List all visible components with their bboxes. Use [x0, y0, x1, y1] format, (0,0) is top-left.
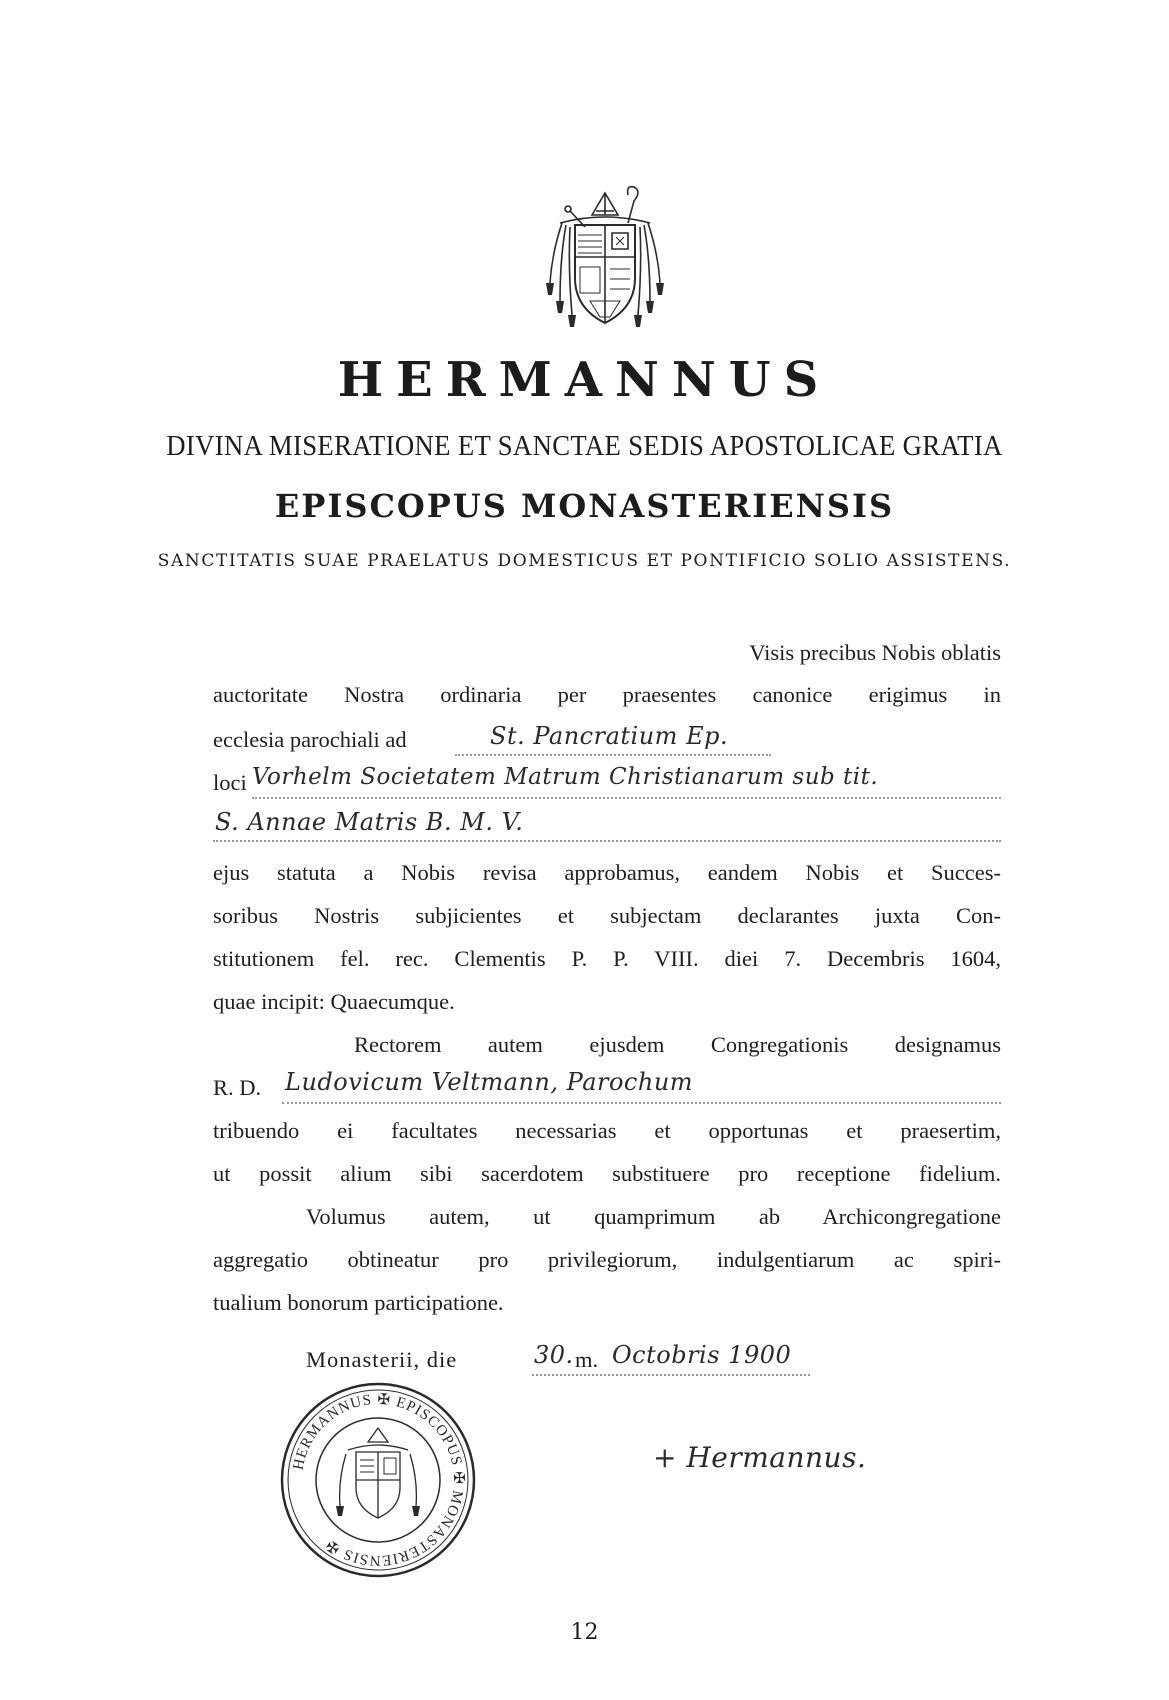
handwritten-date-day: 30.	[534, 1341, 574, 1369]
title-line-divina: DIVINA MISERATIONE ET SANCTAE SEDIS APOSTOLICAE GRATIA	[166, 430, 1003, 462]
body-line: tribuendo ei facultates necessarias et opportunas et praesertim,	[213, 1118, 1001, 1143]
svg-text:HERMANNUS ✠ EPISCOPUS ✠ MONAST: HERMANNUS ✠ EPISCOPUS ✠ MONASTERIENSIS ✠	[290, 1391, 467, 1569]
body-line: auctoritate Nostra ordinaria per praesentes canonice erigimus in	[213, 682, 1001, 707]
body-line-lead: loci	[213, 770, 247, 795]
body-line: quae incipit: Quaecumque.	[213, 989, 455, 1014]
body-line: ejus statuta a Nobis revisa approbamus, eandem Nobis et Succes-	[213, 860, 1001, 885]
body-line: aggregatio obtineatur pro privilegiorum, indulgentiarum ac spiri-	[213, 1247, 1001, 1272]
bishop-signature: + Hermannus.	[653, 1441, 867, 1474]
title-line-episcopus: EPISCOPUS MONASTERIENSIS	[274, 487, 895, 525]
coat-of-arms-crest	[530, 183, 680, 333]
body-line-lead: ecclesia parochiali ad	[213, 727, 407, 752]
date-lead: Monasterii, die	[306, 1347, 458, 1372]
handwritten-church-name: St. Pancratium Ep.	[490, 722, 729, 750]
body-line: Visis precibus Nobis oblatis	[749, 640, 1001, 665]
body-line: tualium bonorum participatione.	[213, 1290, 504, 1315]
body-line: stitutionem fel. rec. Clementis P. P. VIII. diei 7. Decembris 1604,	[213, 946, 1001, 971]
body-line: Volumus autem, ut quamprimum ab Archicongregatione	[306, 1204, 1001, 1229]
handwritten-rector-name: Ludovicum Veltmann, Parochum	[285, 1068, 694, 1096]
body-line: ut possit alium sibi sacerdotem substituere pro receptione fidelium.	[213, 1161, 1001, 1186]
title-line-sanctitatis: SANCTITATIS SUAE PRAELATUS DOMESTICUS ET PONTIFICIO SOLIO ASSISTENS.	[157, 551, 1012, 571]
page-number: 12	[570, 1620, 599, 1645]
handwritten-society-name: Vorhelm Societatem Matrum Christianarum sub tit.	[252, 764, 879, 790]
body-line: Rectorem autem ejusdem Congregationis designamus	[354, 1032, 1001, 1057]
handwritten-date-month: Octobris 1900	[612, 1341, 792, 1369]
bishop-name-heading: HERMANNUS	[337, 352, 832, 408]
body-line-lead: R. D.	[213, 1075, 262, 1100]
date-m: m.	[575, 1347, 599, 1372]
body-line: soribus Nostris subjicientes et subjectam declarantes juxta Con-	[213, 903, 1001, 928]
handwritten-society-title: S. Annae Matris B. M. V.	[215, 808, 524, 836]
episcopal-seal	[278, 1380, 478, 1580]
